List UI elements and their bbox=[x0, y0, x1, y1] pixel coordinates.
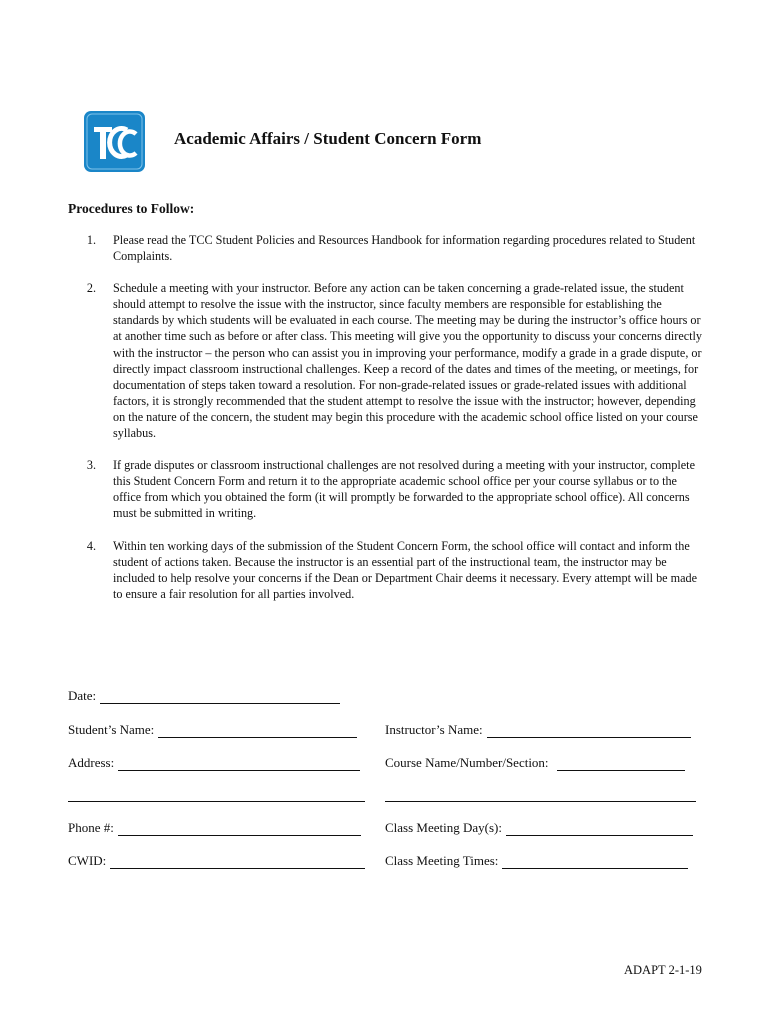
course-input-line[interactable] bbox=[557, 757, 685, 771]
meeting-times-input-line[interactable] bbox=[502, 855, 688, 869]
procedure-number: 1. bbox=[86, 233, 96, 247]
date-field[interactable] bbox=[68, 688, 340, 704]
procedure-text: Please read the TCC Student Policies and Resources Handbook for information regarding procedures related to Student Complaints. bbox=[113, 233, 696, 264]
procedure-item bbox=[68, 457, 708, 521]
form-title: Academic Affairs / Student Concern Form bbox=[174, 129, 482, 148]
meeting-days-label: Class Meeting Day(s): bbox=[385, 820, 502, 835]
meeting-days-field[interactable] bbox=[385, 820, 693, 836]
student-name-input-line[interactable] bbox=[158, 724, 357, 738]
form-code: ADAPT 2-1-19 bbox=[624, 963, 702, 977]
student-name-field[interactable] bbox=[68, 722, 357, 738]
procedure-item bbox=[68, 538, 708, 602]
procedure-text: Within ten working days of the submission of the Student Concern Form, the school office will contact and inform the student of actions taken. Because the instructor is an essential part of the instructional team, the instructor may be included to help resolve your concerns if the Dean or Department Chair deems it necessary. Every attempt will be made to ensure a fair resolution for all parties involved. bbox=[113, 538, 698, 601]
procedure-text: Schedule a meeting with your instructor. Before any action can be taken concerning a grade-related issue, the student should attempt to resolve the issue with the instructor, since faculty members are responsible for establishing the standards by which students will be evaluated in each course. The meeting may be during the instructor’s office hours or at another time such as before or after class. This meeting will give you the opportunity to discuss your concerns directly with the instructor – the person who can assist you in improving your performance, modify a grade in a grade dispute, or directly impact classroom instructional challenges. Keep a record of the dates and times of the meeting, or meetings, for documentation of steps taken toward a resolution. For non-grade-related issues or grade-related issues with additional factors, it is strongly recommended that the student attempt to resolve the issue with the instructor; however, depending on the nature of the concern, the student may begin this procedure with the academic school office listed on your course syllabus. bbox=[113, 281, 703, 441]
instructor-name-input-line[interactable] bbox=[487, 724, 691, 738]
tcc-logo-icon bbox=[84, 111, 145, 172]
instructor-name-field[interactable] bbox=[385, 722, 691, 738]
address-field[interactable] bbox=[68, 755, 360, 771]
date-input-line[interactable] bbox=[100, 690, 340, 704]
procedures-list bbox=[68, 232, 708, 618]
phone-field[interactable] bbox=[68, 820, 361, 836]
instructor-name-label: Instructor’s Name: bbox=[385, 722, 483, 737]
meeting-days-input-line[interactable] bbox=[506, 822, 693, 836]
address-input-line[interactable] bbox=[118, 757, 360, 771]
procedure-number: 3. bbox=[86, 458, 96, 473]
procedure-item bbox=[68, 280, 708, 441]
address-line-2[interactable] bbox=[68, 801, 365, 802]
course-field[interactable] bbox=[385, 755, 685, 771]
date-label: Date: bbox=[68, 688, 97, 703]
procedure-number: 2. bbox=[86, 281, 96, 296]
procedure-text: If grade disputes or classroom instructional challenges are not resolved during a meeting with your instructor, complete this Student Concern Form and return it to the appropriate academic school office per your course syllabus or to the office from which you obtained the form (it will promptly be forwarded to the appropriate school office). All concerns must be submitted in writing. bbox=[113, 458, 695, 521]
procedure-number: 4. bbox=[86, 538, 96, 553]
cwid-field[interactable] bbox=[68, 853, 365, 869]
student-name-label: Student’s Name: bbox=[68, 722, 155, 737]
meeting-times-field[interactable] bbox=[385, 853, 688, 869]
phone-label: Phone #: bbox=[68, 820, 114, 835]
tcc-logo bbox=[84, 111, 145, 172]
course-label: Course Name/Number/Section: bbox=[385, 755, 549, 770]
procedures-heading: Procedures to Follow: bbox=[68, 201, 195, 216]
course-line-2[interactable] bbox=[385, 801, 696, 802]
address-label: Address: bbox=[68, 755, 115, 770]
procedure-item bbox=[68, 232, 708, 264]
meeting-times-label: Class Meeting Times: bbox=[385, 853, 499, 868]
cwid-label: CWID: bbox=[68, 853, 107, 868]
phone-input-line[interactable] bbox=[118, 822, 361, 836]
cwid-input-line[interactable] bbox=[110, 855, 365, 869]
